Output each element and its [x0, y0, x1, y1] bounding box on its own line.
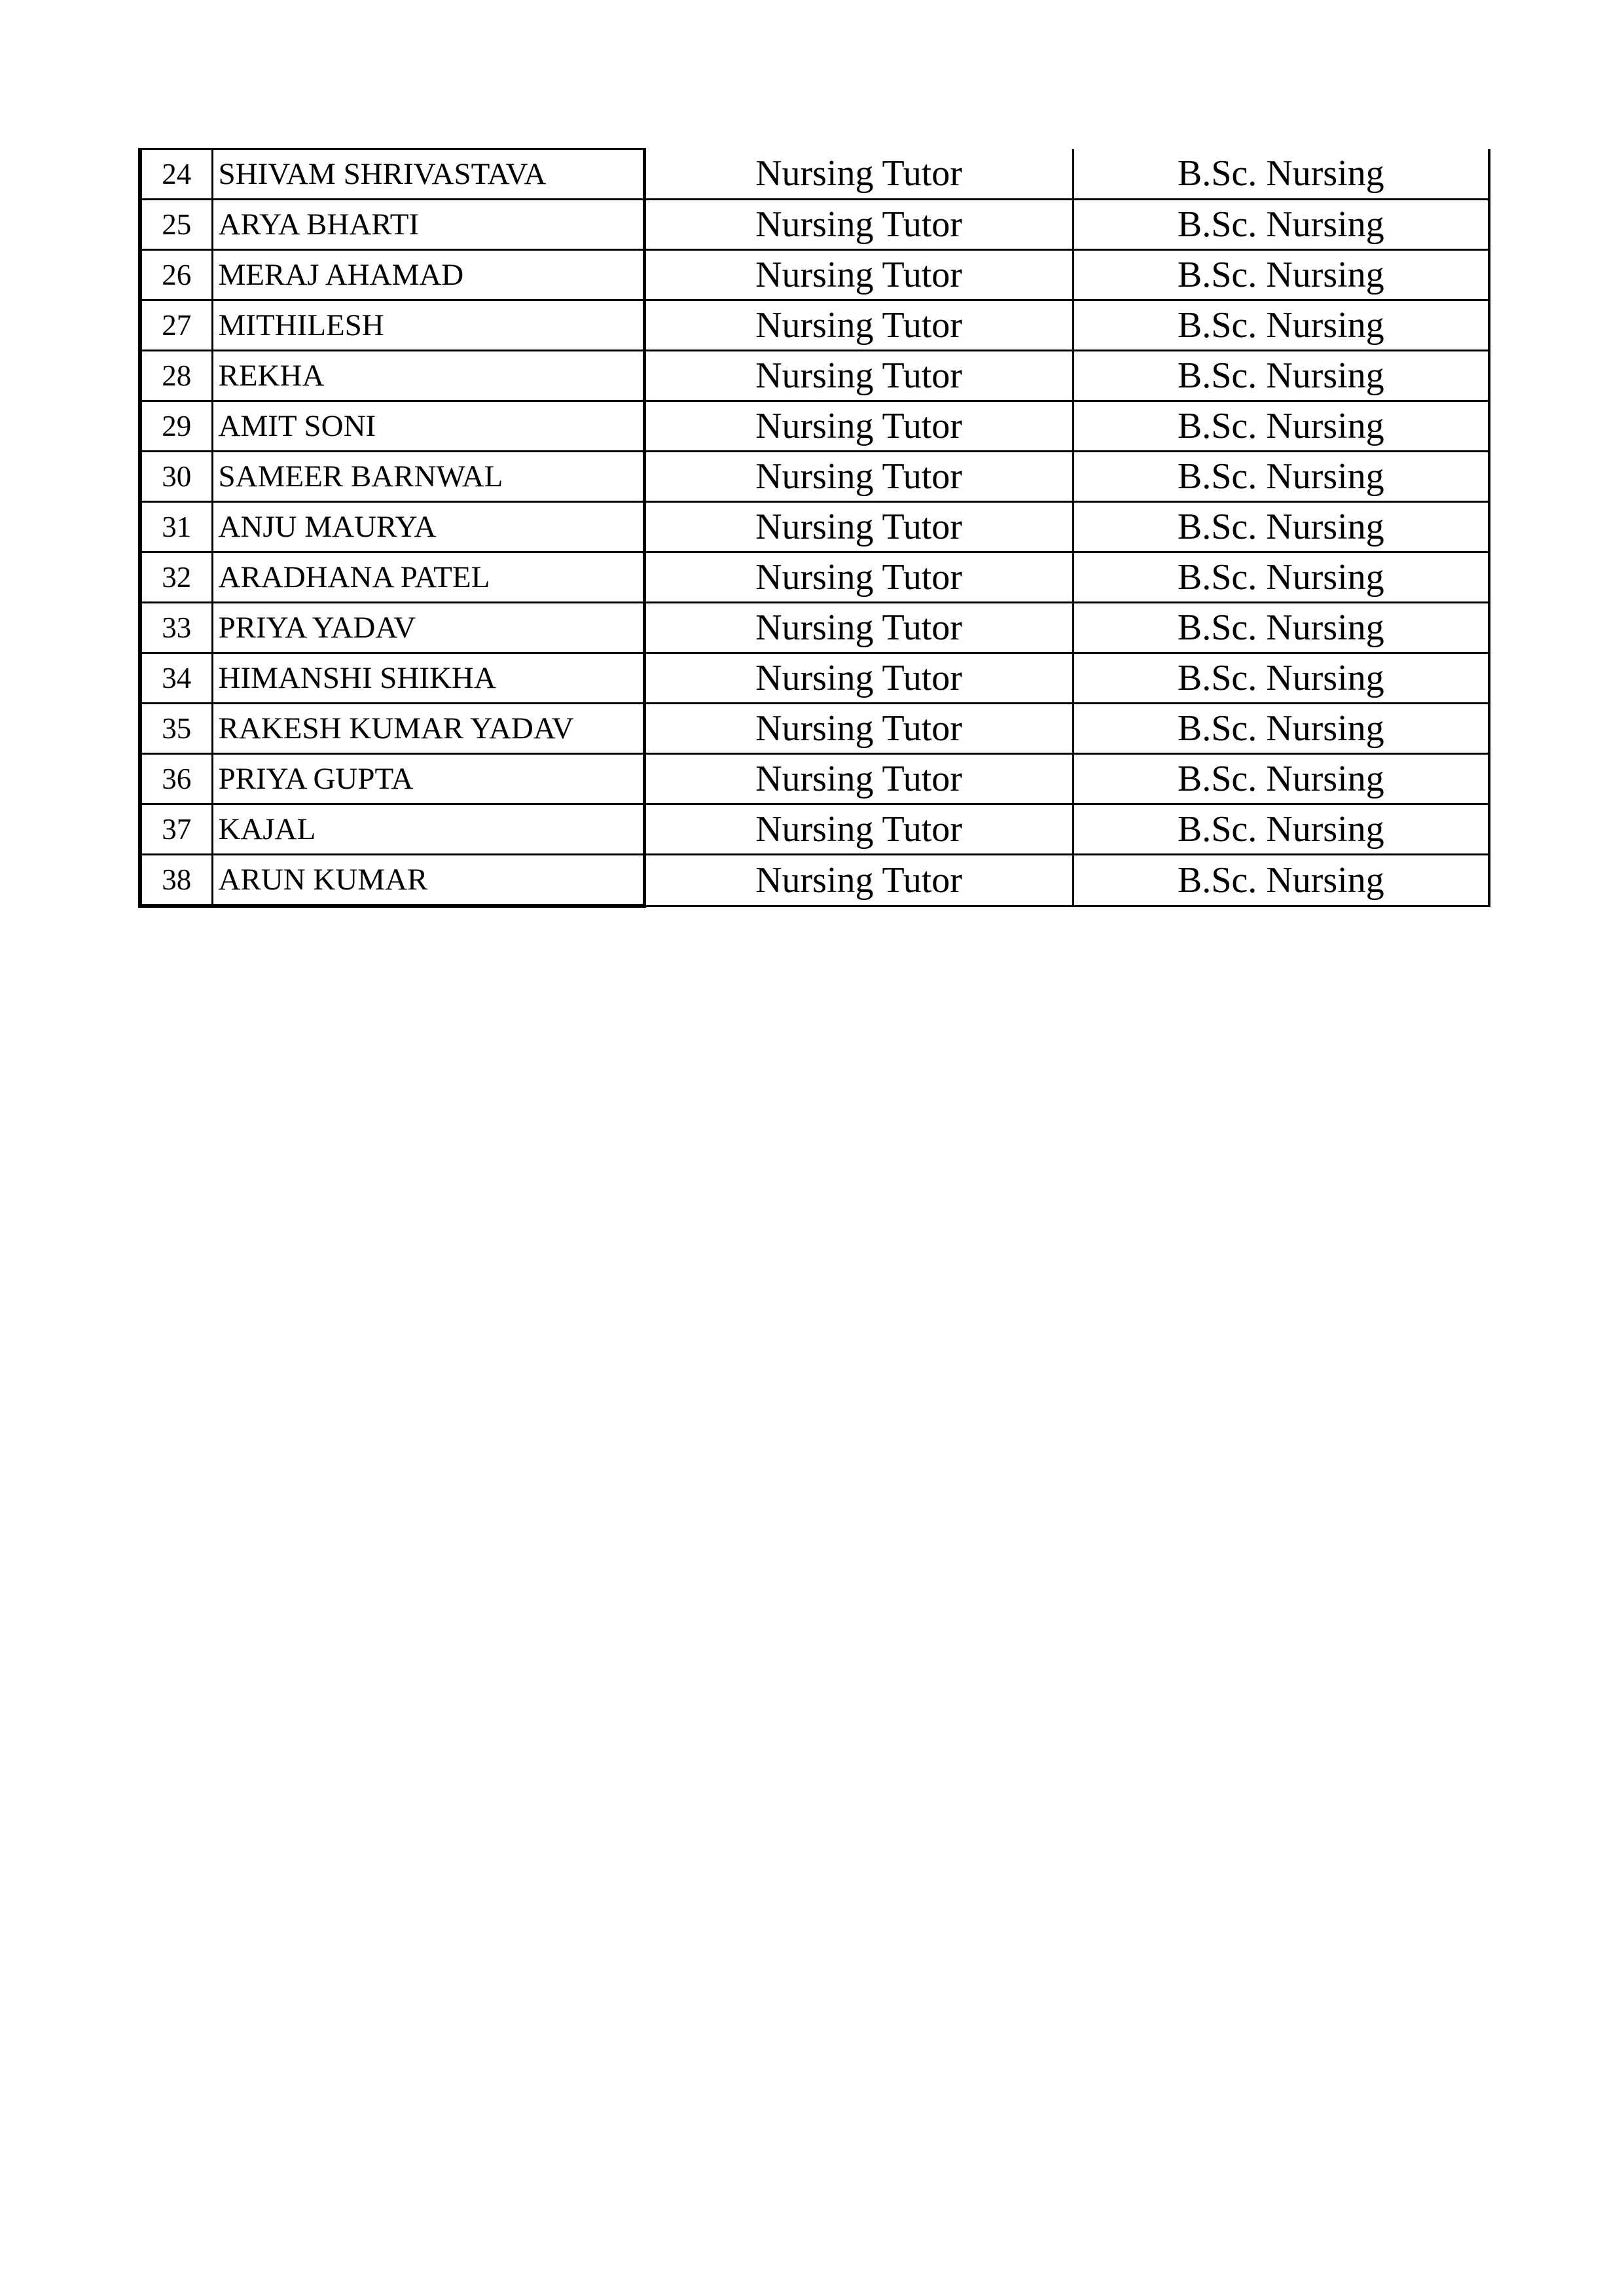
name-cell: SHIVAM SHRIVASTAVA	[212, 149, 644, 200]
name-cell: ANJU MAURYA	[212, 502, 644, 552]
qualification-cell: B.Sc. Nursing	[1073, 502, 1489, 552]
table-row	[140, 351, 1489, 401]
qualification-cell: B.Sc. Nursing	[1073, 804, 1489, 855]
name-cell: AMIT SONI	[212, 401, 644, 452]
serial-number-cell: 26	[140, 250, 212, 300]
table-row	[140, 552, 1489, 603]
table-row	[140, 401, 1489, 452]
serial-number-cell: 29	[140, 401, 212, 452]
serial-number-cell: 31	[140, 502, 212, 552]
name-cell: RAKESH KUMAR YADAV	[212, 704, 644, 754]
staff-table-body	[140, 149, 1489, 906]
post-cell: Nursing Tutor	[644, 552, 1073, 603]
post-cell: Nursing Tutor	[644, 804, 1073, 855]
serial-number-cell: 38	[140, 855, 212, 906]
name-cell: KAJAL	[212, 804, 644, 855]
table-row	[140, 200, 1489, 250]
post-cell: Nursing Tutor	[644, 704, 1073, 754]
table-row	[140, 804, 1489, 855]
qualification-cell: B.Sc. Nursing	[1073, 149, 1489, 200]
table-row	[140, 452, 1489, 502]
post-cell: Nursing Tutor	[644, 754, 1073, 804]
serial-number-cell: 25	[140, 200, 212, 250]
table-row	[140, 300, 1489, 351]
qualification-cell: B.Sc. Nursing	[1073, 704, 1489, 754]
qualification-cell: B.Sc. Nursing	[1073, 300, 1489, 351]
post-cell: Nursing Tutor	[644, 401, 1073, 452]
post-cell: Nursing Tutor	[644, 351, 1073, 401]
post-cell: Nursing Tutor	[644, 452, 1073, 502]
name-cell: PRIYA GUPTA	[212, 754, 644, 804]
qualification-cell: B.Sc. Nursing	[1073, 552, 1489, 603]
name-cell: SAMEER BARNWAL	[212, 452, 644, 502]
post-cell: Nursing Tutor	[644, 855, 1073, 906]
post-cell: Nursing Tutor	[644, 200, 1073, 250]
name-cell: ARYA BHARTI	[212, 200, 644, 250]
table-row	[140, 149, 1489, 200]
serial-number-cell: 28	[140, 351, 212, 401]
qualification-cell: B.Sc. Nursing	[1073, 855, 1489, 906]
serial-number-cell: 33	[140, 603, 212, 653]
serial-number-cell: 30	[140, 452, 212, 502]
serial-number-cell: 36	[140, 754, 212, 804]
qualification-cell: B.Sc. Nursing	[1073, 653, 1489, 704]
table-row	[140, 754, 1489, 804]
table-row	[140, 250, 1489, 300]
serial-number-cell: 24	[140, 149, 212, 200]
serial-number-cell: 32	[140, 552, 212, 603]
table-row	[140, 704, 1489, 754]
qualification-cell: B.Sc. Nursing	[1073, 754, 1489, 804]
post-cell: Nursing Tutor	[644, 250, 1073, 300]
serial-number-cell: 35	[140, 704, 212, 754]
post-cell: Nursing Tutor	[644, 300, 1073, 351]
qualification-cell: B.Sc. Nursing	[1073, 603, 1489, 653]
qualification-cell: B.Sc. Nursing	[1073, 401, 1489, 452]
table-row	[140, 653, 1489, 704]
serial-number-cell: 37	[140, 804, 212, 855]
post-cell: Nursing Tutor	[644, 603, 1073, 653]
name-cell: MITHILESH	[212, 300, 644, 351]
post-cell: Nursing Tutor	[644, 502, 1073, 552]
staff-table	[138, 148, 1490, 908]
table-row	[140, 855, 1489, 906]
post-cell: Nursing Tutor	[644, 653, 1073, 704]
serial-number-cell: 27	[140, 300, 212, 351]
name-cell: MERAJ AHAMAD	[212, 250, 644, 300]
table-row	[140, 603, 1489, 653]
name-cell: REKHA	[212, 351, 644, 401]
name-cell: PRIYA YADAV	[212, 603, 644, 653]
qualification-cell: B.Sc. Nursing	[1073, 250, 1489, 300]
table-row	[140, 502, 1489, 552]
name-cell: ARUN KUMAR	[212, 855, 644, 906]
qualification-cell: B.Sc. Nursing	[1073, 452, 1489, 502]
serial-number-cell: 34	[140, 653, 212, 704]
qualification-cell: B.Sc. Nursing	[1073, 200, 1489, 250]
post-cell: Nursing Tutor	[644, 149, 1073, 200]
name-cell: HIMANSHI SHIKHA	[212, 653, 644, 704]
qualification-cell: B.Sc. Nursing	[1073, 351, 1489, 401]
name-cell: ARADHANA PATEL	[212, 552, 644, 603]
